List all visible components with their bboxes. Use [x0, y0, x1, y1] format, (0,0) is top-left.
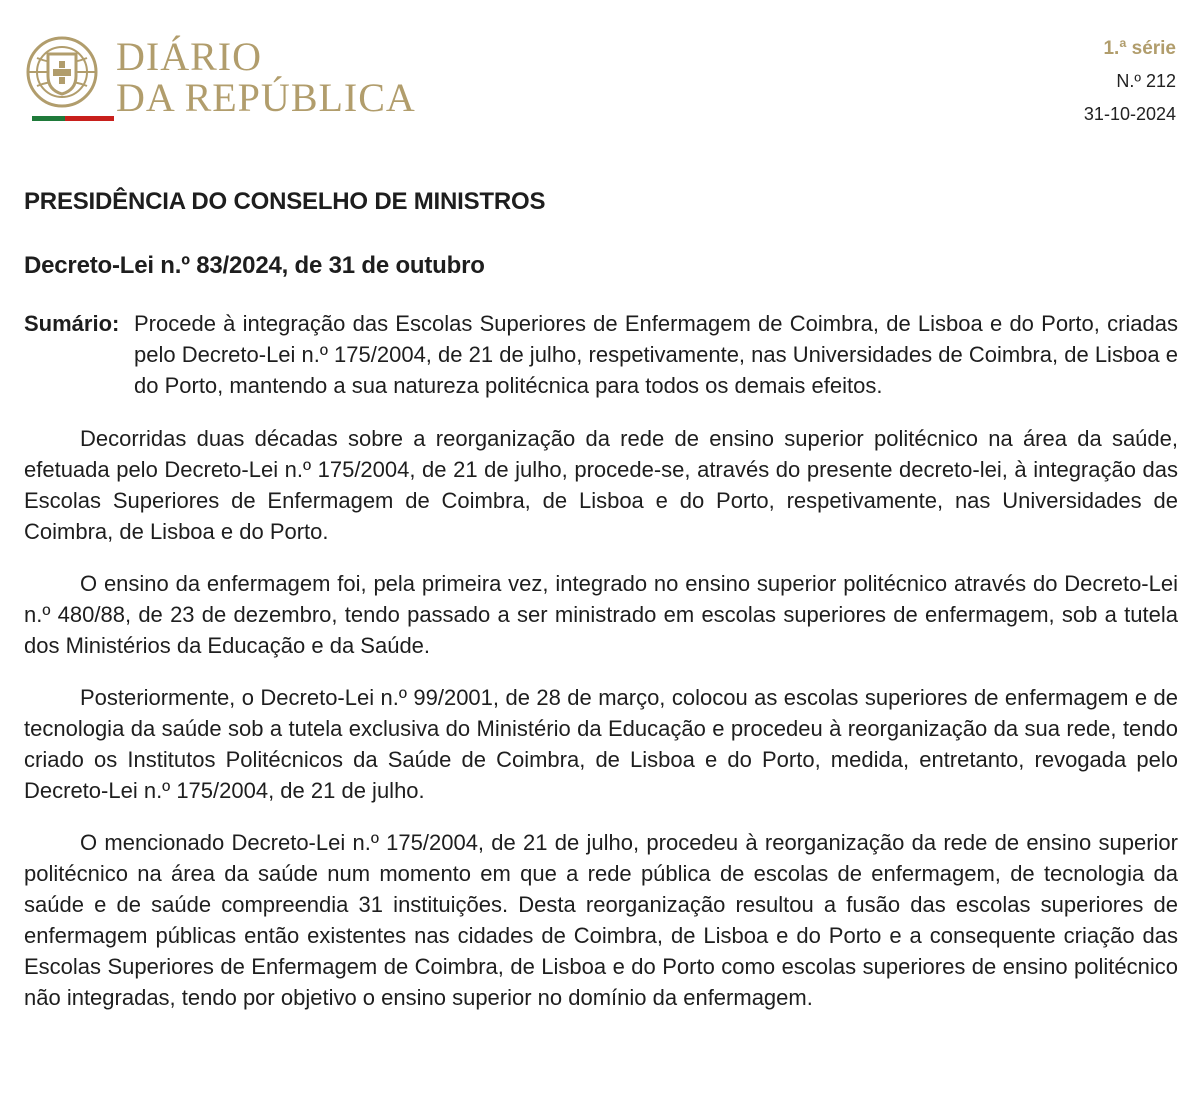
portuguese-coat-of-arms-icon [24, 34, 100, 110]
issue-info [1084, 32, 1176, 131]
issue-date: 31-10-2024 [1083, 104, 1176, 124]
flag-red-segment [65, 116, 114, 121]
issue-series: 1.ª série [1103, 38, 1176, 59]
summary [24, 308, 1178, 401]
paragraph: O ensino da enfermagem foi, pela primeira vez, integrado no ensino superior politécnico através do Decreto-Lei n.º 480/88, de 23 de dezembro, tendo passado a ser ministrado em escolas superiores de enfermagem, sob a tutela dos Ministérios da Educação e da Saúde. [24, 571, 1178, 658]
flag-color-bar [32, 116, 114, 121]
flag-green-segment [32, 116, 65, 121]
paragraph: O mencionado Decreto-Lei n.º 175/2004, de 21 de julho, procedeu à reorganização da rede de ensino superior politécnico na área da saúde num momento em que a rede pública de escolas de enfermagem, de tecnologia da saúde e de saúde compreendia 31 instituições. Desta reorganização resultou a fusão das escolas superiores de enfermagem públicas então existentes nas cidades de Coimbra, de Lisboa e do Porto e a consequente criação das Escolas Superiores de Enfermagem de Coimbra, de Lisboa e do Porto como escolas superiores de ensino politécnico não integradas, tendo por objetivo o ensino superior no domínio da enfermagem. [24, 830, 1178, 1010]
issue-number: N.º 212 [1116, 71, 1176, 91]
masthead [24, 32, 1176, 132]
summary-text: Procede à integração das Escolas Superiores de Enfermagem de Coimbra, de Lisboa e do Porto, criadas pelo Decreto-Lei n.º 175/2004, de 21 de julho, respetivamente, nas Universidades de Coimbra, de Lisboa e do Porto, mantendo a sua natureza politécnica para todos os demais efeitos. [134, 311, 1178, 398]
brand-line-2: DA REPÚBLICA [116, 75, 416, 120]
brand-line-1: DIÁRIO [116, 34, 262, 79]
summary-label: Sumário: [24, 311, 120, 336]
issuing-entity: PRESIDÊNCIA DO CONSELHO DE MINISTROS [24, 188, 546, 215]
decree-title: Decreto-Lei n.º 83/2024, de 31 de outubro [24, 252, 485, 279]
paragraph: Decorridas duas décadas sobre a reorganização da rede de ensino superior politécnico na área da saúde, efetuada pelo Decreto-Lei n.º 175/2004, de 21 de julho, procede-se, através do presente decreto-lei, à integração das Escolas Superiores de Enfermagem de Coimbra, de Lisboa e do Porto, respetivamente, nas Universidades de Coimbra, de Lisboa e do Porto. [24, 426, 1178, 544]
paragraph: Posteriormente, o Decreto-Lei n.º 99/2001, de 28 de março, colocou as escolas superiores de enfermagem e de tecnologia da saúde sob a tutela exclusiva do Ministério da Educação e procedeu à reorganização da sua rede, tendo criado os Institutos Politécnicos da Saúde de Coimbra, de Lisboa e do Porto, medida, entretanto, revogada pelo Decreto-Lei n.º 175/2004, de 21 de julho. [24, 685, 1178, 803]
publication-logo [116, 36, 416, 118]
document-body [24, 182, 1178, 1013]
